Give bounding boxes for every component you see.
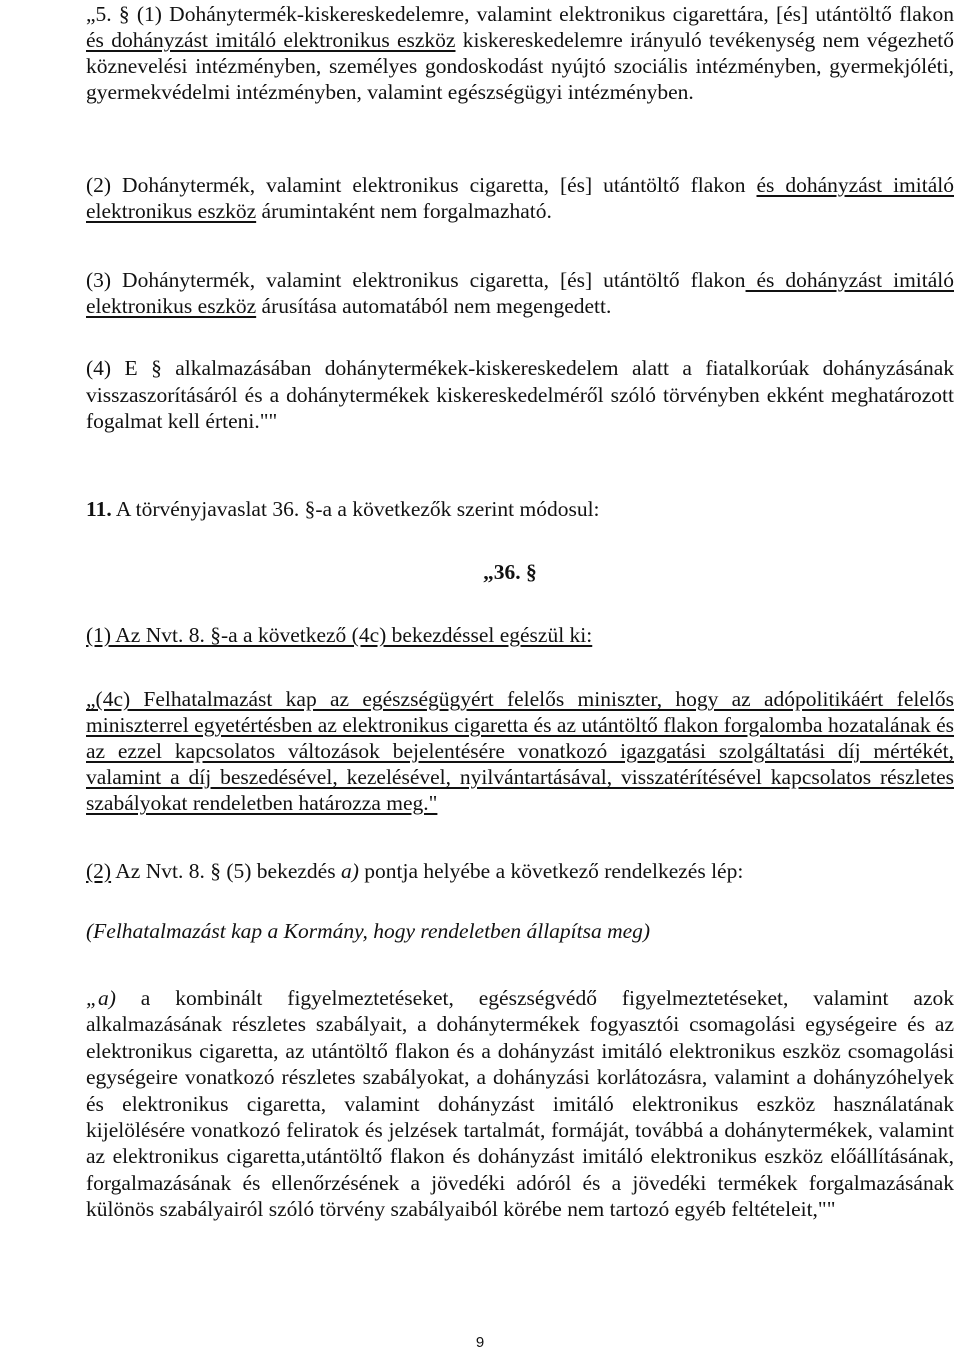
- paragraph-36-1: (1) Az Nvt. 8. §-a a következő (4c) bekezdéssel egészül ki:: [86, 623, 593, 647]
- point-label: „a): [86, 986, 116, 1010]
- text: (3) Dohánytermék, valamint elektronikus cigaretta: [86, 268, 544, 292]
- page-number: 9: [475, 1334, 485, 1351]
- inserted-text: és dohányzást imitáló elektronikus eszköz: [86, 268, 954, 318]
- text: árumintaként nem forgalmazható.: [256, 199, 552, 223]
- paragraph-5-4: (4) E § alkalmazásában dohánytermékek-kiskereskedelem alatt a fiatalkorúak dohányzásának visszaszorításáról és a dohánytermékek kiskereskedelméről szóló törvényben ekként meghatározott fogalmat kell érteni."": [86, 356, 954, 433]
- text: Az Nvt. 8. § (5) bekezdés: [111, 859, 341, 883]
- text: , [és] utántöltő flakon: [543, 173, 757, 197]
- text: A törvényjavaslat 36. §-a a következők szerint módosul:: [111, 497, 600, 521]
- paragraph-5-1: [86, 1, 954, 105]
- text: a kombinált figyelmeztetéseket, egészségvédő figyelmeztetéseket, valamint azok alkalmazásának részletes szabályait, a dohánytermékek fogyasztói csomagolási egységeire és az elektronikus cigaretta, az utántöltő flakon és a dohányzást imitáló elektronikus eszköz csomagolási egységeire vonatkozó részletes szabályokat, a dohányzási korlátozásra, valamint a dohányzóhelyek és elektronikus cigaretta, valamint dohányzást imitáló elektronikus eszköz használatának kijelölésére vonatkozó feliratok és jelzések tartalmát, formáját, továbbá a dohánytermékek, valamint az elektronikus cigaretta,utántöltő flakon és dohányzást imitáló elektronikus eszköz előállításának, forgalmazásának és ellenőrzésének a jövedéki adóról és a jövedéki termékek forgalmazásának különös szabályairól szóló törvény szabályaiból körébe nem tartozó egyéb feltételeit,"": [86, 986, 954, 1222]
- inserted-text: és dohányzást imitáló elektronikus eszköz: [86, 173, 954, 223]
- text: (2) Dohánytermék, valamint elektronikus cigaretta: [86, 173, 544, 197]
- paragraph-5-3: [86, 267, 954, 319]
- paragraph-5-2: [86, 172, 954, 224]
- preamble: (Felhatalmazást kap a Kormány, hogy rendeletben állapítsa meg): [86, 919, 651, 943]
- text: kiskereskedelemre irányuló tevékenység nem végezhető köznevelési intézményben, személyes gondoskodást nyújtó szociális intézményben, gyermekjóléti, gyermekvédelmi intézményben, valamint egészségügyi intézményben.: [86, 28, 954, 104]
- amendment-heading: [86, 496, 954, 522]
- paragraph-4c: „(4c) Felhatalmazást kap az egészségügyért felelős miniszter, hogy az adópolitikáért felelős miniszterrel egyetértésben az elektronikus cigaretta és az utántöltő flakon forgalomba hozatalának és az ezzel kapcsolatos változások bejelentésére vonatkozó igazgatási szolgáltatási díj mértékét, valamint a díj beszedésével, kezelésével, nyilvántartásával, visszatérítésével kapcsolatos részletes szabályokat rendeletben határozza meg.": [86, 687, 954, 815]
- text: pontja helyébe a következő rendelkezés lép:: [358, 859, 744, 883]
- point-label: a): [340, 859, 359, 883]
- inserted-text: és dohányzást imitáló elektronikus eszköz: [86, 28, 456, 52]
- paragraph-36-2: [86, 858, 954, 884]
- item-number: 11.: [86, 497, 112, 521]
- text: , [és] utántöltő flakon: [543, 268, 746, 292]
- section-title: „36. §: [483, 560, 537, 584]
- text: „5. § (1) Dohánytermék-kiskereskedelemre, valamint elektronikus cigarettára: [86, 2, 764, 26]
- text: , [és] utántöltő flakon: [763, 2, 954, 26]
- inserted-text: (2): [86, 859, 112, 883]
- paragraph-point-a: [86, 985, 954, 1223]
- text: árusítása automatából nem megengedett.: [256, 294, 612, 318]
